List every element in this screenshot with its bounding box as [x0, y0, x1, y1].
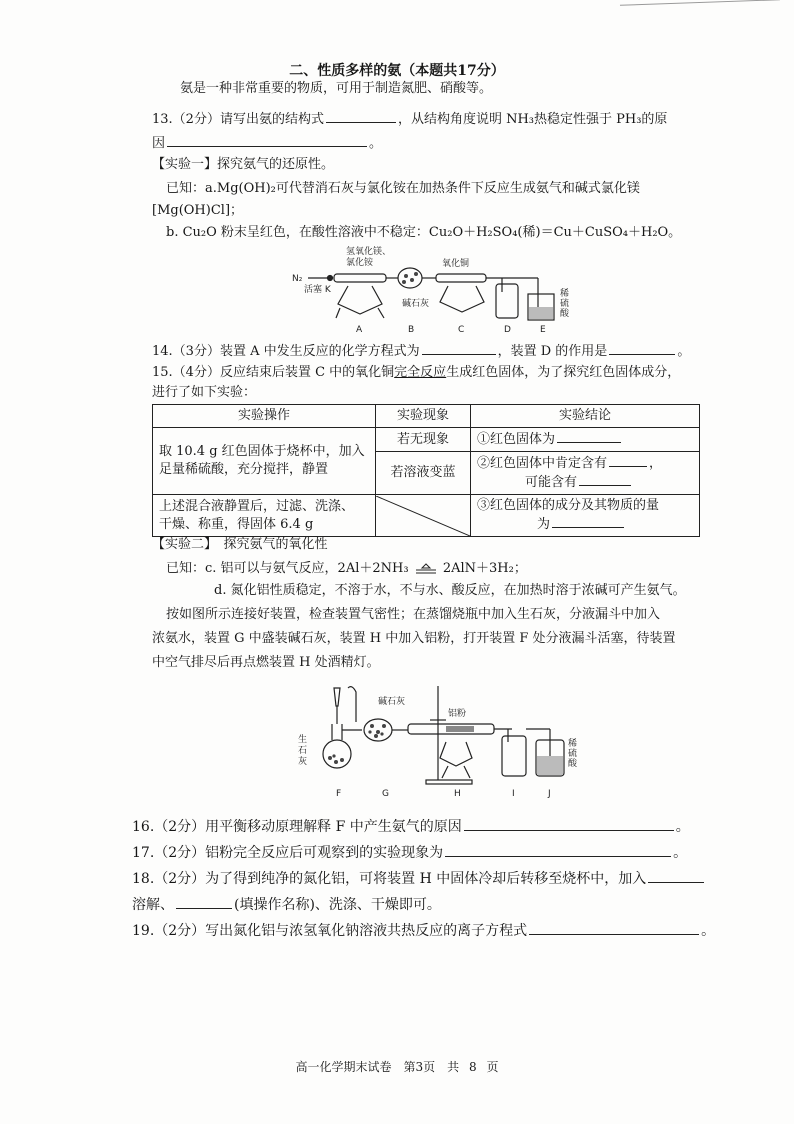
table-header: 实验现象: [376, 405, 471, 428]
reagent-a-label-2: 氯化铵: [346, 258, 374, 268]
known-a-line1: 已知：a.Mg(OH)₂可代替消石灰与氯化铵在加热条件下反应生成氨气和碱式氯化镁: [166, 181, 640, 196]
experiment-1-heading: 【实验一】探究氨气的还原性。: [152, 157, 335, 172]
question-19: 19.（2分）写出氮化铝与浓氢氧化钠溶液共热反应的离子方程式 。: [132, 923, 716, 939]
procedure-line-2: 浓氨水，装置 G 中盛装碱石灰，装置 H 中加入铝粉，打开装置 F 处分液漏斗活塞，待装置: [152, 631, 676, 646]
heat-equals-icon: [415, 563, 437, 575]
answer-blank[interactable]: [176, 896, 232, 909]
question-13: 13.（2分）请写出氨的结构式 ，从结构角度说明 NH₃热稳定性强于 PH₃的原: [152, 112, 668, 127]
dilute-acid-label-3: 酸: [568, 759, 578, 769]
question-18: 18.（2分）为了得到纯净的氮化铝，可将装置 H 中固体冷却后转移至烧杯中，加入: [132, 870, 706, 888]
table-cell-conclusion-3: ③红色固体的成分及其物质的量 为: [471, 495, 700, 537]
question-15: 15.（4分）反应结束后装置 C 中的氧化铜完全反应生成红色固体，为了探究红色固体成分，: [152, 365, 681, 380]
device-label-b: B: [408, 325, 415, 335]
device-label-c: C: [458, 325, 465, 335]
reagent-e-label-1: 稀: [560, 289, 570, 299]
answer-blank[interactable]: [552, 515, 624, 528]
apparatus-diagram-1: [290, 244, 580, 338]
answer-blank[interactable]: [557, 430, 621, 443]
device-label-f: F: [336, 789, 342, 799]
answer-blank[interactable]: [648, 870, 704, 883]
question-18-cont: 溶解、 (填操作名称)、洗涤、干燥即可。: [132, 897, 441, 913]
dilute-acid-label-1: 稀: [568, 739, 578, 749]
answer-blank[interactable]: [579, 473, 631, 486]
experiment-2-heading: 【实验二】 探究氨气的氧化性: [152, 537, 328, 552]
table-header: 实验结论: [471, 405, 700, 428]
reagent-e-label-3: 酸: [560, 309, 570, 319]
scan-artifact: [620, 0, 780, 10]
answer-blank[interactable]: [422, 342, 496, 355]
dilute-acid-label-2: 硫: [568, 749, 578, 759]
procedure-line-3: 中空气排尽后再点燃装置 H 处酒精灯。: [152, 655, 380, 670]
experiment-table: [152, 404, 700, 537]
section-title: 二、性质多样的氨（本题共17分）: [289, 63, 505, 79]
reagent-e-label-2: 硫: [560, 299, 570, 309]
device-label-h: H: [454, 789, 461, 799]
question-15-cont: 进行了如下实验：: [152, 385, 257, 400]
reagent-a-label-1: 氢氧化镁、: [346, 247, 392, 257]
known-d: d. 氮化铝性质稳定，不溶于水，不与水、酸反应，在加热时溶于浓碱可产生氨气。: [214, 583, 686, 598]
answer-blank[interactable]: [167, 134, 367, 147]
answer-blank[interactable]: [326, 110, 396, 123]
procedure-line-1: 按如图所示连接好装置，检查装置气密性；在蒸馏烧瓶中加入生石灰，分液漏斗中加入: [166, 607, 661, 622]
table-cell-operation-2: 上述混合液静置后，过滤、洗涤、 干燥、称重，得固体 6.4 g: [153, 495, 376, 537]
answer-blank[interactable]: [609, 342, 675, 355]
device-label-j: J: [548, 789, 551, 799]
device-label-g: G: [382, 789, 389, 799]
table-cell-empty-diagonal: [376, 495, 471, 537]
known-c: 已知：c. 铝可以与氨气反应，2Al＋2NH₃ 2AlN＋3H₂；: [166, 561, 527, 576]
answer-blank[interactable]: [445, 844, 671, 857]
quicklime-label-1: 生: [298, 735, 308, 745]
apparatus-diagram-2: [296, 682, 586, 800]
question-16: 16.（2分）用平衡移动原理解释 F 中产生氨气的原因 。: [132, 819, 690, 835]
diagonal-slash: [376, 496, 470, 536]
table-cell-phenomenon-1: 若无现象: [376, 428, 471, 452]
reagent-c-label: 氧化铜: [442, 259, 470, 269]
table-cell-operation-1: 取 10.4 g 红色固体于烧杯中，加入 足量稀硫酸，充分搅拌，静置: [153, 428, 376, 495]
device-label-a: A: [356, 325, 363, 335]
soda-lime-label: 碱石灰: [378, 697, 406, 707]
table-row: [153, 495, 700, 537]
page-footer: 高一化学期末试卷 第3页 共 8 页: [295, 1060, 499, 1074]
intro-text: 氨是一种非常重要的物质，可用于制造氮肥、硝酸等。: [180, 81, 493, 96]
quicklime-label-3: 灰: [298, 757, 308, 767]
answer-blank[interactable]: [529, 922, 699, 935]
table-cell-conclusion-1: ①红色固体为: [471, 428, 700, 452]
table-header: 实验操作: [153, 405, 376, 428]
aluminum-powder-label: 铝粉: [448, 709, 467, 719]
question-17: 17.（2分）铝粉完全反应后可观察到的实验现象为 。: [132, 845, 688, 861]
device-label-e: E: [540, 325, 546, 335]
reagent-b-label: 碱石灰: [402, 299, 430, 309]
question-14: 14.（3分）装置 A 中发生反应的化学方程式为 ，装置 D 的作用是 。: [152, 344, 691, 359]
valve-k-label: 活塞 K: [304, 285, 331, 295]
device-label-i: I: [512, 789, 515, 799]
answer-blank[interactable]: [464, 818, 674, 831]
known-a-line2: [Mg(OH)Cl]；: [152, 203, 244, 218]
table-cell-conclusion-2: ②红色固体中肯定含有 ， 可能含有: [471, 452, 700, 495]
known-b: b. Cu₂O 粉末呈红色，在酸性溶液中不稳定：Cu₂O＋H₂SO₄(稀)＝Cu＋CuSO₄＋H₂O。: [166, 225, 682, 240]
device-label-d: D: [504, 325, 511, 335]
table-header-row: [153, 405, 700, 428]
answer-blank[interactable]: [609, 454, 647, 467]
quicklime-label-2: 石: [298, 746, 308, 756]
table-row: [153, 428, 700, 452]
n2-label: N₂: [292, 274, 303, 284]
table-cell-phenomenon-2: 若溶液变蓝: [376, 452, 471, 495]
question-13-cont: 因 。: [152, 136, 383, 151]
